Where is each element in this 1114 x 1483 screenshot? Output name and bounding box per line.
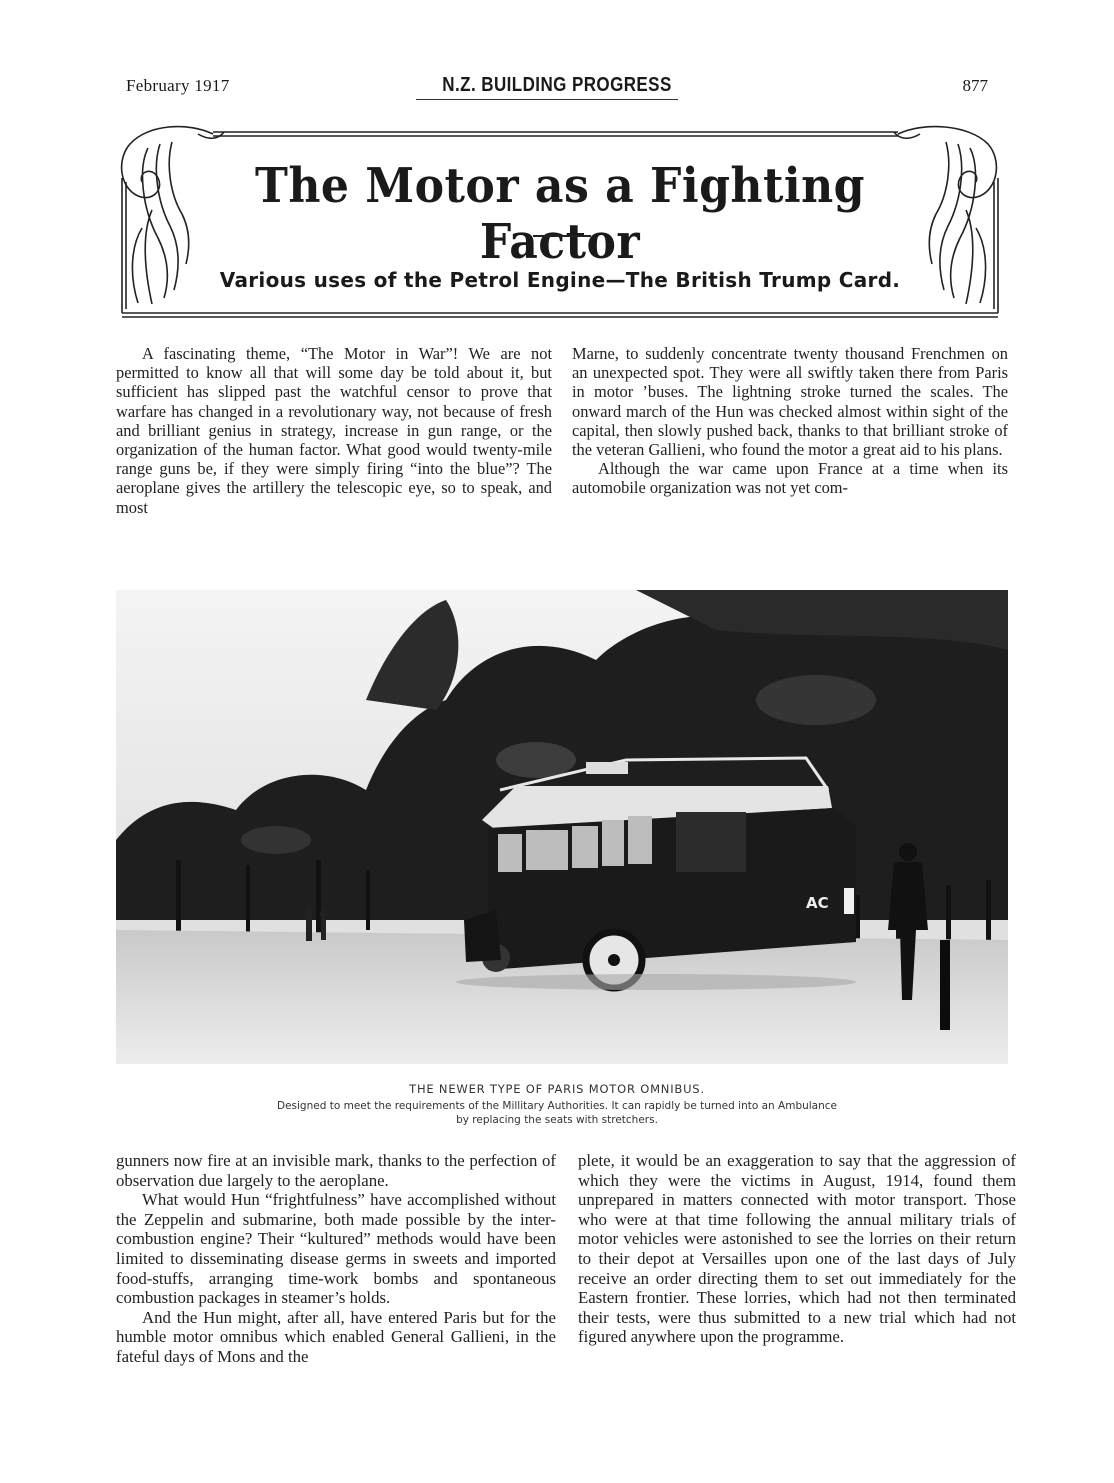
top-left-column	[116, 344, 552, 517]
paragraph: Marne, to suddenly concentrate twenty thousand Frenchmen on an unexpected spot. They were all swiftly taken there from Paris in motor ’buses. The lightning stroke turned the scales. The onward march of the Hun was checked almost within sight of the capital, then slowly pushed back, thanks to that brilliant stroke of the veteran Gallieni, who found the motor a great aid to his plans.	[572, 344, 1008, 460]
bottom-right-column	[578, 1151, 1016, 1347]
running-head	[126, 74, 988, 100]
paragraph: gunners now fire at an invisible mark, thanks to the perfection of observation due largely to the aeroplane.	[116, 1151, 556, 1190]
paragraph: What would Hun “frightfulness” have accomplished without the Zeppelin and submarine, both made possible by the inter-combustion engine? Their “kultured” methods would have been limited to disseminating disease germs in sweets and imported food-stuffs, arranging time-work bombs and spontaneous combustion packages in steamer’s holds.	[116, 1190, 556, 1308]
paragraph: And the Hun might, after all, have entered Paris but for the humble motor omnibus which enabled General Gallieni, in the fateful days of Mons and the	[116, 1307, 556, 1366]
paragraph: plete, it would be an exaggeration to say that the aggression of which they were the victims in August, 1914, found them unprepared in matters connected with motor transport. Those who were at that time following the annual military trials of motor vehicles were astonished to see the lorries on their return to their depot at Versailles upon one of the last days of July receive an order directing them to set out immediately for the Eastern frontier. These lorries, which had not then terminated their tests, were thus submitted to a new trial which had not figured anywhere upon the programme.	[578, 1151, 1016, 1347]
paragraph: A fascinating theme, “The Motor in War”! We are not permitted to know all that will some day be told about it, but sufficient has slipped past the watchful censor to prove that warfare has changed in a revolutionary way, not because of fresh and brilliant genius in strategy, increase in gun range, or the organization of the human factor. What good would twenty-mile range guns be, if they were simply firing “into the blue”? The aeroplane gives the artillery the telescopic eye, so to speak, and most	[116, 344, 552, 517]
article-title: The Motor as a Fighting Factor	[255, 158, 865, 270]
title-rule	[533, 235, 591, 237]
caption-description	[200, 1099, 914, 1127]
page-number: 877	[962, 76, 988, 95]
caption-line: by replacing the seats with stretchers.	[456, 1114, 658, 1126]
article-subtitle: Various uses of the Petrol Engine—The British Trump Card.	[219, 268, 901, 292]
caption-line: Designed to meet the requirements of the Millitary Authorities. It can rapidly be turned into an Ambulance	[277, 1100, 837, 1112]
issue-date: February 1917	[126, 76, 230, 95]
bottom-left-column	[116, 1151, 556, 1367]
title-banner	[108, 118, 1012, 324]
photo-caption	[200, 1082, 914, 1127]
photo-illustration	[116, 590, 1008, 1064]
top-right-column	[572, 344, 1008, 498]
caption-title: THE NEWER TYPE OF PARIS MOTOR OMNIBUS.	[409, 1082, 705, 1096]
header-rule	[416, 99, 678, 100]
magazine-title: N.Z. BUILDING PROGRESS	[442, 74, 672, 96]
paragraph: Although the war came upon France at a time when its automobile organization was not yet com-	[572, 459, 1008, 498]
bus-route-label: AC	[806, 894, 829, 912]
omnibus-photograph	[116, 590, 1008, 1064]
